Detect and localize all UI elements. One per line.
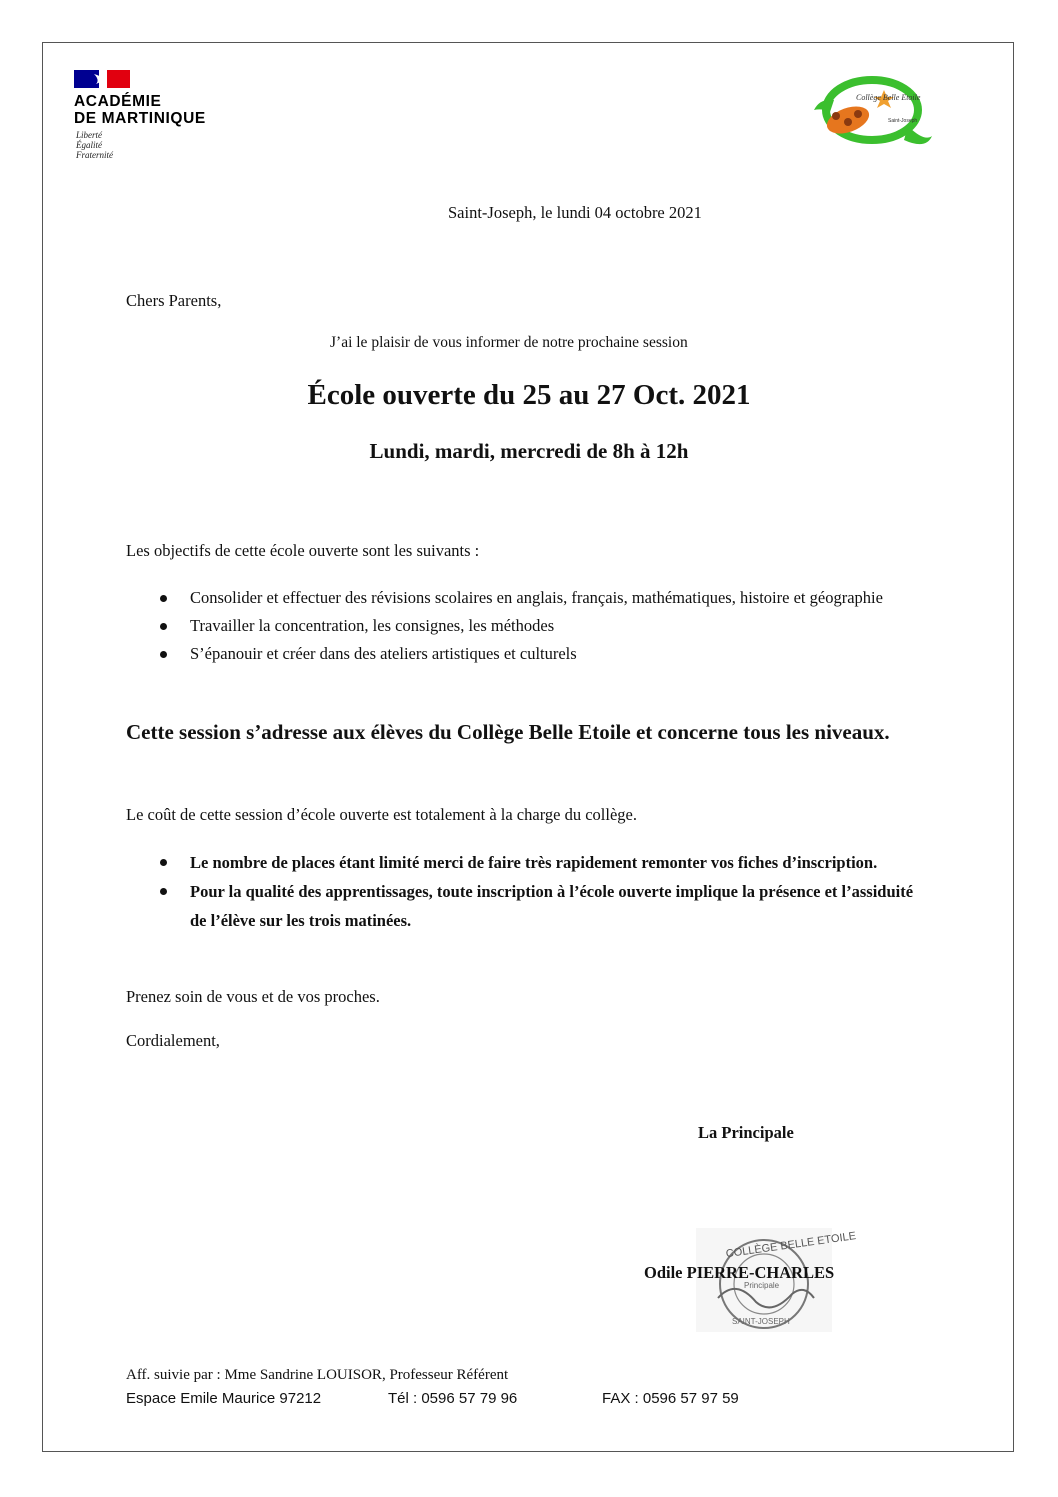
- bullet-icon: [160, 651, 167, 658]
- republic-motto: [76, 130, 113, 160]
- objective-text: Consolider et effectuer des révisions scolaires en anglais, français, mathématiques, histoire et géographie: [190, 588, 883, 607]
- list-item: [126, 848, 932, 877]
- stamp-top-text: COLLÈGE BELLE ETOILE: [725, 1230, 857, 1261]
- footer-address: Espace Emile Maurice 97212: [126, 1390, 322, 1407]
- footer-fax: FAX : 0596 57 97 59: [602, 1390, 739, 1407]
- stamp-bottom-text: SAINT-JOSEPH: [732, 1317, 790, 1326]
- notes-list: [126, 848, 932, 935]
- page-title: École ouverte du 25 au 27 Oct. 2021: [307, 379, 751, 411]
- cost-statement: Le coût de cette session d’école ouverte est totalement à la charge du collège.: [126, 805, 637, 824]
- bullet-icon: [160, 623, 167, 630]
- motto-fraternite: Fraternité: [76, 150, 113, 160]
- objectives-list: [126, 584, 932, 668]
- motto-egalite: Égalité: [76, 140, 102, 150]
- marianne-flag-icon: [74, 70, 130, 88]
- audience-statement: Cette session s’adresse aux élèves du Collège Belle Etoile et concerne tous les niveaux.: [126, 720, 890, 744]
- list-item: [126, 584, 932, 612]
- list-item: [126, 640, 932, 668]
- bullet-icon: [160, 888, 167, 895]
- list-item: [126, 612, 932, 640]
- college-logo-text: Collège Belle Etoile: [856, 93, 921, 102]
- footer-phone: Tél : 0596 57 79 96: [388, 1390, 518, 1407]
- salutation: Chers Parents,: [126, 291, 222, 310]
- signature-title: La Principale: [698, 1123, 794, 1142]
- care-line: Prenez soin de vous et de vos proches.: [126, 987, 380, 1006]
- motto-liberte: Liberté: [76, 130, 102, 140]
- closing-line: Cordialement,: [126, 1031, 220, 1050]
- objective-text: Travailler la concentration, les consignes, les méthodes: [190, 616, 555, 635]
- academy-line-2: DE MARTINIQUE: [74, 110, 206, 127]
- academy-line-1: ACADÉMIE: [74, 93, 162, 110]
- schedule-line: Lundi, mardi, mercredi de 8h à 12h: [369, 439, 689, 463]
- date-line: Saint-Joseph, le lundi 04 octobre 2021: [448, 203, 702, 222]
- college-logo-subtext: Saint-Joseph: [888, 118, 918, 124]
- stamp-mid-text: Principale: [744, 1281, 780, 1290]
- objective-text: S’épanouir et créer dans des ateliers artistiques et culturels: [190, 644, 577, 663]
- note-text: Pour la qualité des apprentissages, toute inscription à l’école ouverte implique la présence et l’assiduité de l’élève sur les trois matinées.: [190, 882, 914, 930]
- intro-text: J’ai le plaisir de vous informer de notre prochaine session: [330, 334, 688, 351]
- followed-by: Aff. suivie par : Mme Sandrine LOUISOR, Professeur Référent: [126, 1367, 509, 1383]
- list-item: [126, 877, 932, 935]
- college-logo-icon: [808, 70, 934, 156]
- academy-name: [74, 93, 206, 127]
- bullet-icon: [160, 859, 167, 866]
- signature-name: Odile PIERRE-CHARLES: [644, 1263, 835, 1282]
- note-text: Le nombre de places étant limité merci de faire très rapidement remonter vos fiches d’inscription.: [190, 853, 878, 872]
- bullet-icon: [160, 595, 167, 602]
- objectives-intro: Les objectifs de cette école ouverte sont les suivants :: [126, 541, 480, 560]
